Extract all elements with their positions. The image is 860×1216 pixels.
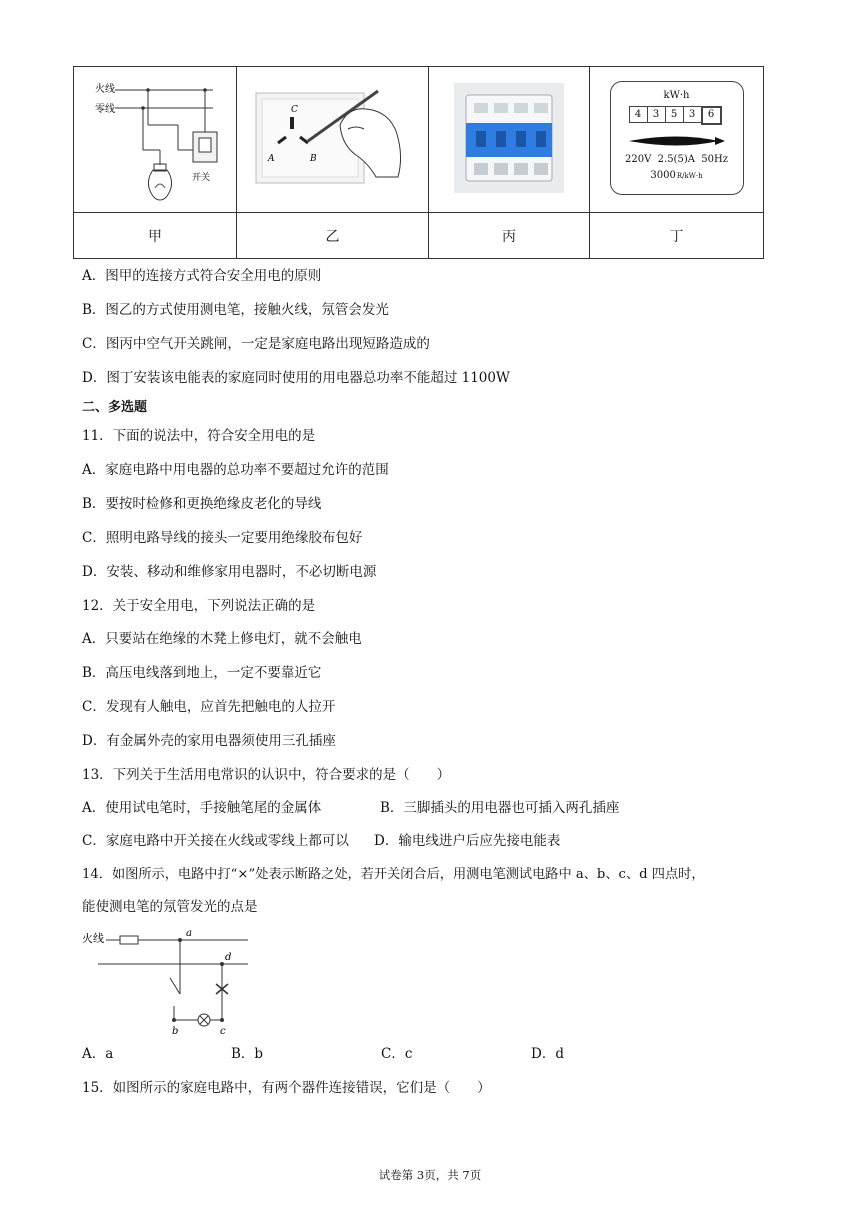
q13-option-b: B．三脚插头的用电器也可插入两孔插座 [380, 800, 620, 816]
figure-table [73, 66, 764, 259]
caption-yi: 乙 [237, 213, 429, 259]
meter-digit: 5 [665, 106, 684, 123]
caption-jia: 甲 [74, 213, 237, 259]
electricity-meter-figure [610, 81, 744, 195]
q11-option-d: D．安装、移动和维修家用电器时，不必切断电源 [82, 564, 377, 580]
q14-option-b: B．b [231, 1046, 264, 1062]
meter-digits [629, 106, 722, 125]
q11-option-a: A．家庭电路中用电器的总功率不要超过允许的范围 [82, 462, 389, 478]
q11-option-c: C．照明电路导线的接头一定要用绝缘胶布包好 [82, 530, 363, 546]
circuit-diagram-jia [85, 70, 225, 205]
figure-yi-cell [237, 67, 429, 213]
svg-text:A: A [267, 154, 274, 164]
page-footer: 试卷第 3页，共 7页 [378, 1168, 482, 1182]
meter-digit: 3 [647, 106, 666, 123]
q14-stem-line1: 14．如图所示，电路中打“×”处表示断路之处，若开关闭合后，用测电笔测试电路中 a、b、c、d 四点时， [82, 867, 705, 882]
svg-text:C: C [290, 105, 298, 115]
q13-stem: 13．下列关于生活用电常识的认识中，符合要求的是（ ） [82, 767, 451, 783]
q10-option-b: B．图乙的方式使用测电笔，接触火线，氖管会发光 [82, 302, 389, 318]
figure-jia-cell [74, 67, 237, 213]
svg-text:开关: 开关 [192, 173, 211, 183]
svg-text:a: a [186, 928, 192, 939]
q10-option-c: C．图丙中空气开关跳闸，一定是家庭电路出现短路造成的 [82, 336, 430, 352]
svg-text:B: B [309, 154, 317, 164]
meter-rate-unit: R/kW·h [676, 171, 703, 180]
svg-text:d: d [225, 952, 232, 963]
svg-text:b: b [172, 1026, 179, 1036]
q11-option-b: B．要按时检修和更换绝缘皮老化的导线 [82, 496, 322, 512]
q12-option-a: A．只要站在绝缘的木凳上修电灯，就不会触电 [82, 631, 362, 647]
q10-option-a: A．图甲的连接方式符合安全用电的原则 [82, 268, 322, 284]
meter-disc-indicator [627, 134, 727, 148]
q13-option-d: D．输电线进户后应先接电能表 [374, 833, 561, 849]
svg-text:火线: 火线 [95, 84, 115, 95]
q12-option-c: C．发现有人触电，应首先把触电的人拉开 [82, 699, 336, 715]
figure-bing-cell [429, 67, 590, 213]
svg-text:零线: 零线 [95, 104, 115, 115]
svg-text:火线: 火线 [82, 932, 104, 945]
caption-bing: 丙 [429, 213, 590, 259]
meter-digit: 4 [629, 106, 648, 123]
q14-option-a: A．a [82, 1046, 114, 1062]
meter-rate-value: 3000 [650, 169, 676, 181]
q12-option-b: B．高压电线落到地上，一定不要靠近它 [82, 665, 322, 681]
q14-option-c: C．c [381, 1046, 413, 1062]
q10-option-d: D．图丁安装该电能表的家庭同时使用的用电器总功率不能超过 1100W [82, 370, 510, 386]
socket-test-pen-figure [248, 85, 418, 190]
meter-rate [611, 170, 743, 181]
meter-digit-decimal: 6 [701, 106, 722, 125]
meter-spec: 220V 2.5(5)A 50Hz [624, 153, 729, 165]
figure-ding-cell [590, 67, 764, 213]
q14-option-d: D．d [531, 1046, 564, 1062]
q15-stem: 15．如图所示的家庭电路中，有两个器件连接错误，它们是（ ） [82, 1080, 491, 1096]
svg-text:c: c [220, 1026, 226, 1036]
q13-option-c: C．家庭电路中开关接在火线或零线上都可以 [82, 833, 349, 849]
caption-ding: 丁 [590, 213, 764, 259]
air-circuit-breaker-figure [454, 83, 564, 193]
q14-stem-line2: 能使测电笔的氖管发光的点是 [82, 899, 258, 915]
meter-digit: 3 [683, 106, 702, 123]
q12-option-d: D．有金属外壳的家用电器须使用三孔插座 [82, 733, 336, 749]
q14-circuit-diagram [80, 926, 250, 1036]
q12-stem: 12．关于安全用电，下列说法正确的是 [82, 598, 316, 614]
q13-option-a: A．使用试电笔时，手接触笔尾的金属体 [82, 800, 322, 816]
meter-unit: kW·h [663, 89, 690, 101]
section-heading: 二、多选题 [82, 400, 148, 415]
q11-stem: 11．下面的说法中，符合安全用电的是 [82, 428, 316, 444]
